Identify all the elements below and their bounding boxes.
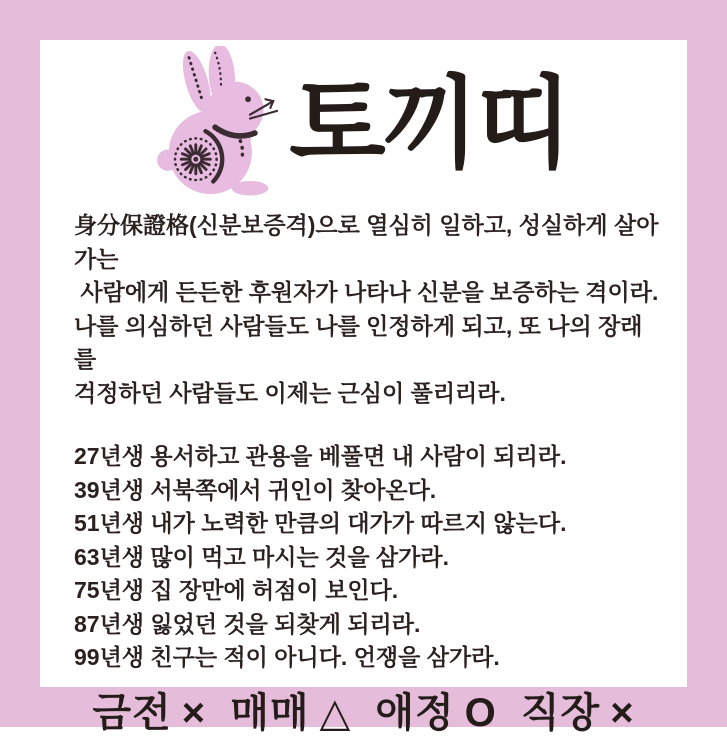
- fortune-card: [40, 40, 687, 735]
- summary-label: 애정: [375, 690, 455, 735]
- year-fortune-list: [40, 440, 687, 675]
- intro-line: 걱정하던 사람들도 이제는 근심이 풀리리라.: [74, 379, 506, 406]
- summary-pair-money: [92, 691, 206, 735]
- list-item: 75년생 집 장만에 허점이 보인다.: [74, 577, 399, 603]
- intro-line: 나를 의심하던 사람들도 나를 인정하게 되고, 또 나의 장래를: [74, 312, 643, 372]
- list-item: 63년생 많이 먹고 마시는 것을 삼가라.: [74, 543, 449, 570]
- list-item: 27년생 용서하고 관용을 베풀면 내 사람이 되리라.: [74, 443, 567, 469]
- summary-pair-work: [521, 691, 635, 735]
- summary-line: [40, 689, 687, 737]
- circle-mark: O: [464, 690, 497, 735]
- intro-paragraph: [40, 209, 687, 410]
- summary-label: 직장: [520, 690, 601, 735]
- intro-line: 身分保證格(신분보증격)으로 열심히 일하고, 성실하게 살아가는: [74, 212, 659, 272]
- summary-label: 금전: [92, 690, 172, 735]
- list-item: 99년생 친구는 적이 아니다. 언쟁을 삼가라.: [74, 644, 500, 670]
- page-title: 토끼띠: [289, 67, 570, 180]
- cross-mark: ×: [610, 690, 635, 735]
- list-item: 51년생 내가 노력한 만큼의 대가가 따르지 않는다.: [74, 510, 567, 536]
- summary-pair-love: [375, 691, 496, 735]
- summary-label: 매매: [230, 690, 310, 735]
- intro-line: 사람에게 든든한 후원자가 나타나 신분을 보증하는 격이라.: [74, 279, 659, 305]
- rabbit-icon: [157, 46, 283, 201]
- list-item: 87년생 잃었던 것을 되찾게 되리라.: [74, 610, 421, 637]
- header: [40, 40, 687, 201]
- cross-mark: ×: [181, 690, 207, 735]
- triangle-mark: △: [319, 690, 352, 735]
- list-item: 39년생 서북쪽에서 귀인이 찾아온다.: [74, 476, 437, 503]
- summary-pair-trade: [230, 691, 351, 735]
